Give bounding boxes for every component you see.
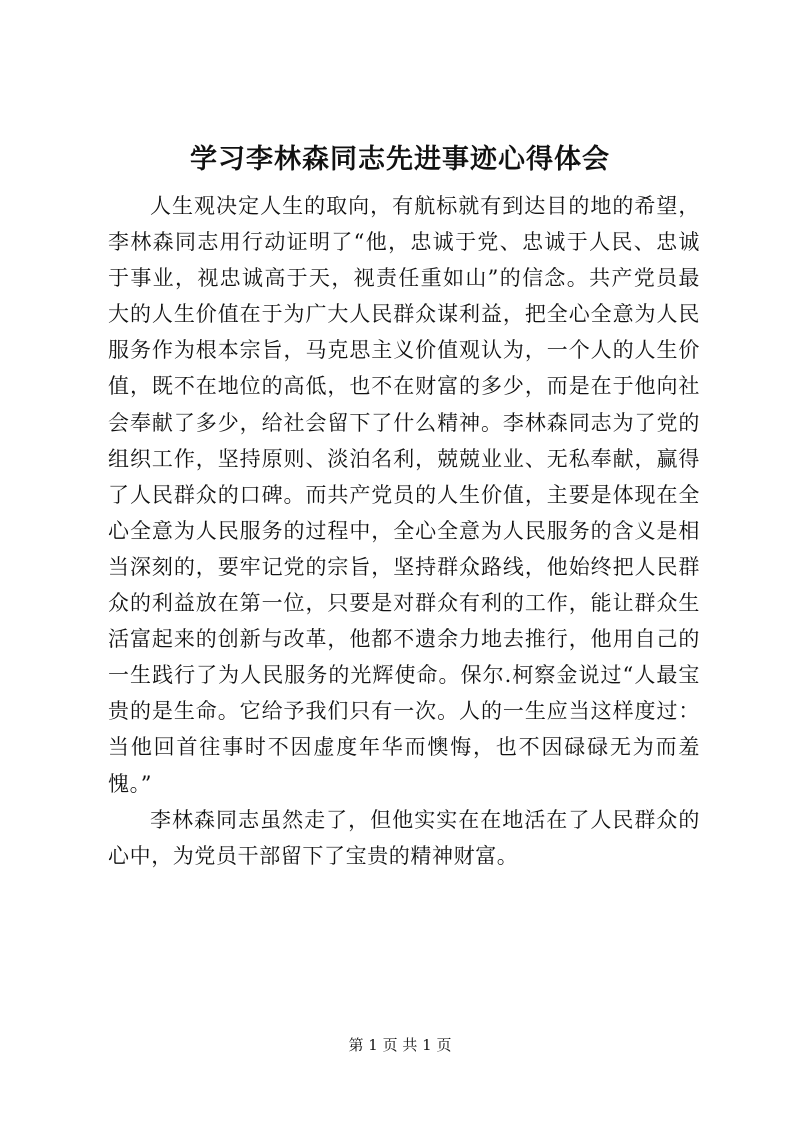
paragraph-2: 李林森同志虽然走了，但他实实在在地活在了人民群众的心中，为党员干部留下了宝贵的精神财富。 bbox=[108, 807, 700, 868]
document-title: 学习李林森同志先进事迹心得体会 bbox=[190, 144, 610, 175]
document-body bbox=[108, 188, 700, 874]
paragraph-1: 人生观决定人生的取向，有航标就有到达目的地的希望，李林森同志用行动证明了“他，忠诚于党、忠诚于人民、忠诚于事业，视忠诚高于天，视责任重如山”的信念。共产党员最大的人生价值在于为广大人民群众谋利益，把全心全意为人民服务作为根本宗旨，马克思主义价值观认为，一个人的人生价值，既不在地位的高低，也不在财富的多少，而是在于他向社会奉献了多少，给社会留下了什么精神。李林森同志为了党的组织工作，坚持原则、淡泊名利，兢兢业业、无私奉献，赢得了人民群众的口碑。而共产党员的人生价值，主要是体现在全心全意为人民服务的过程中，全心全意为人民服务的含义是相当深刻的，要牢记党的宗旨，坚持群众路线，他始终把人民群众的利益放在第一位，只要是对群众有利的工作，能让群众生活富起来的创新与改革，他都不遗余力地去推行，他用自己的一生践行了为人民服务的光辉使命。保尔.柯察金说过“人最宝贵的是生命。它给予我们只有一次。人的一生应当这样度过：当他回首往事时不因虚度年华而懊悔，也不因碌碌无为而羞愧。” bbox=[108, 194, 700, 796]
page-footer: 第 1 页 共 1 页 bbox=[348, 1036, 452, 1054]
